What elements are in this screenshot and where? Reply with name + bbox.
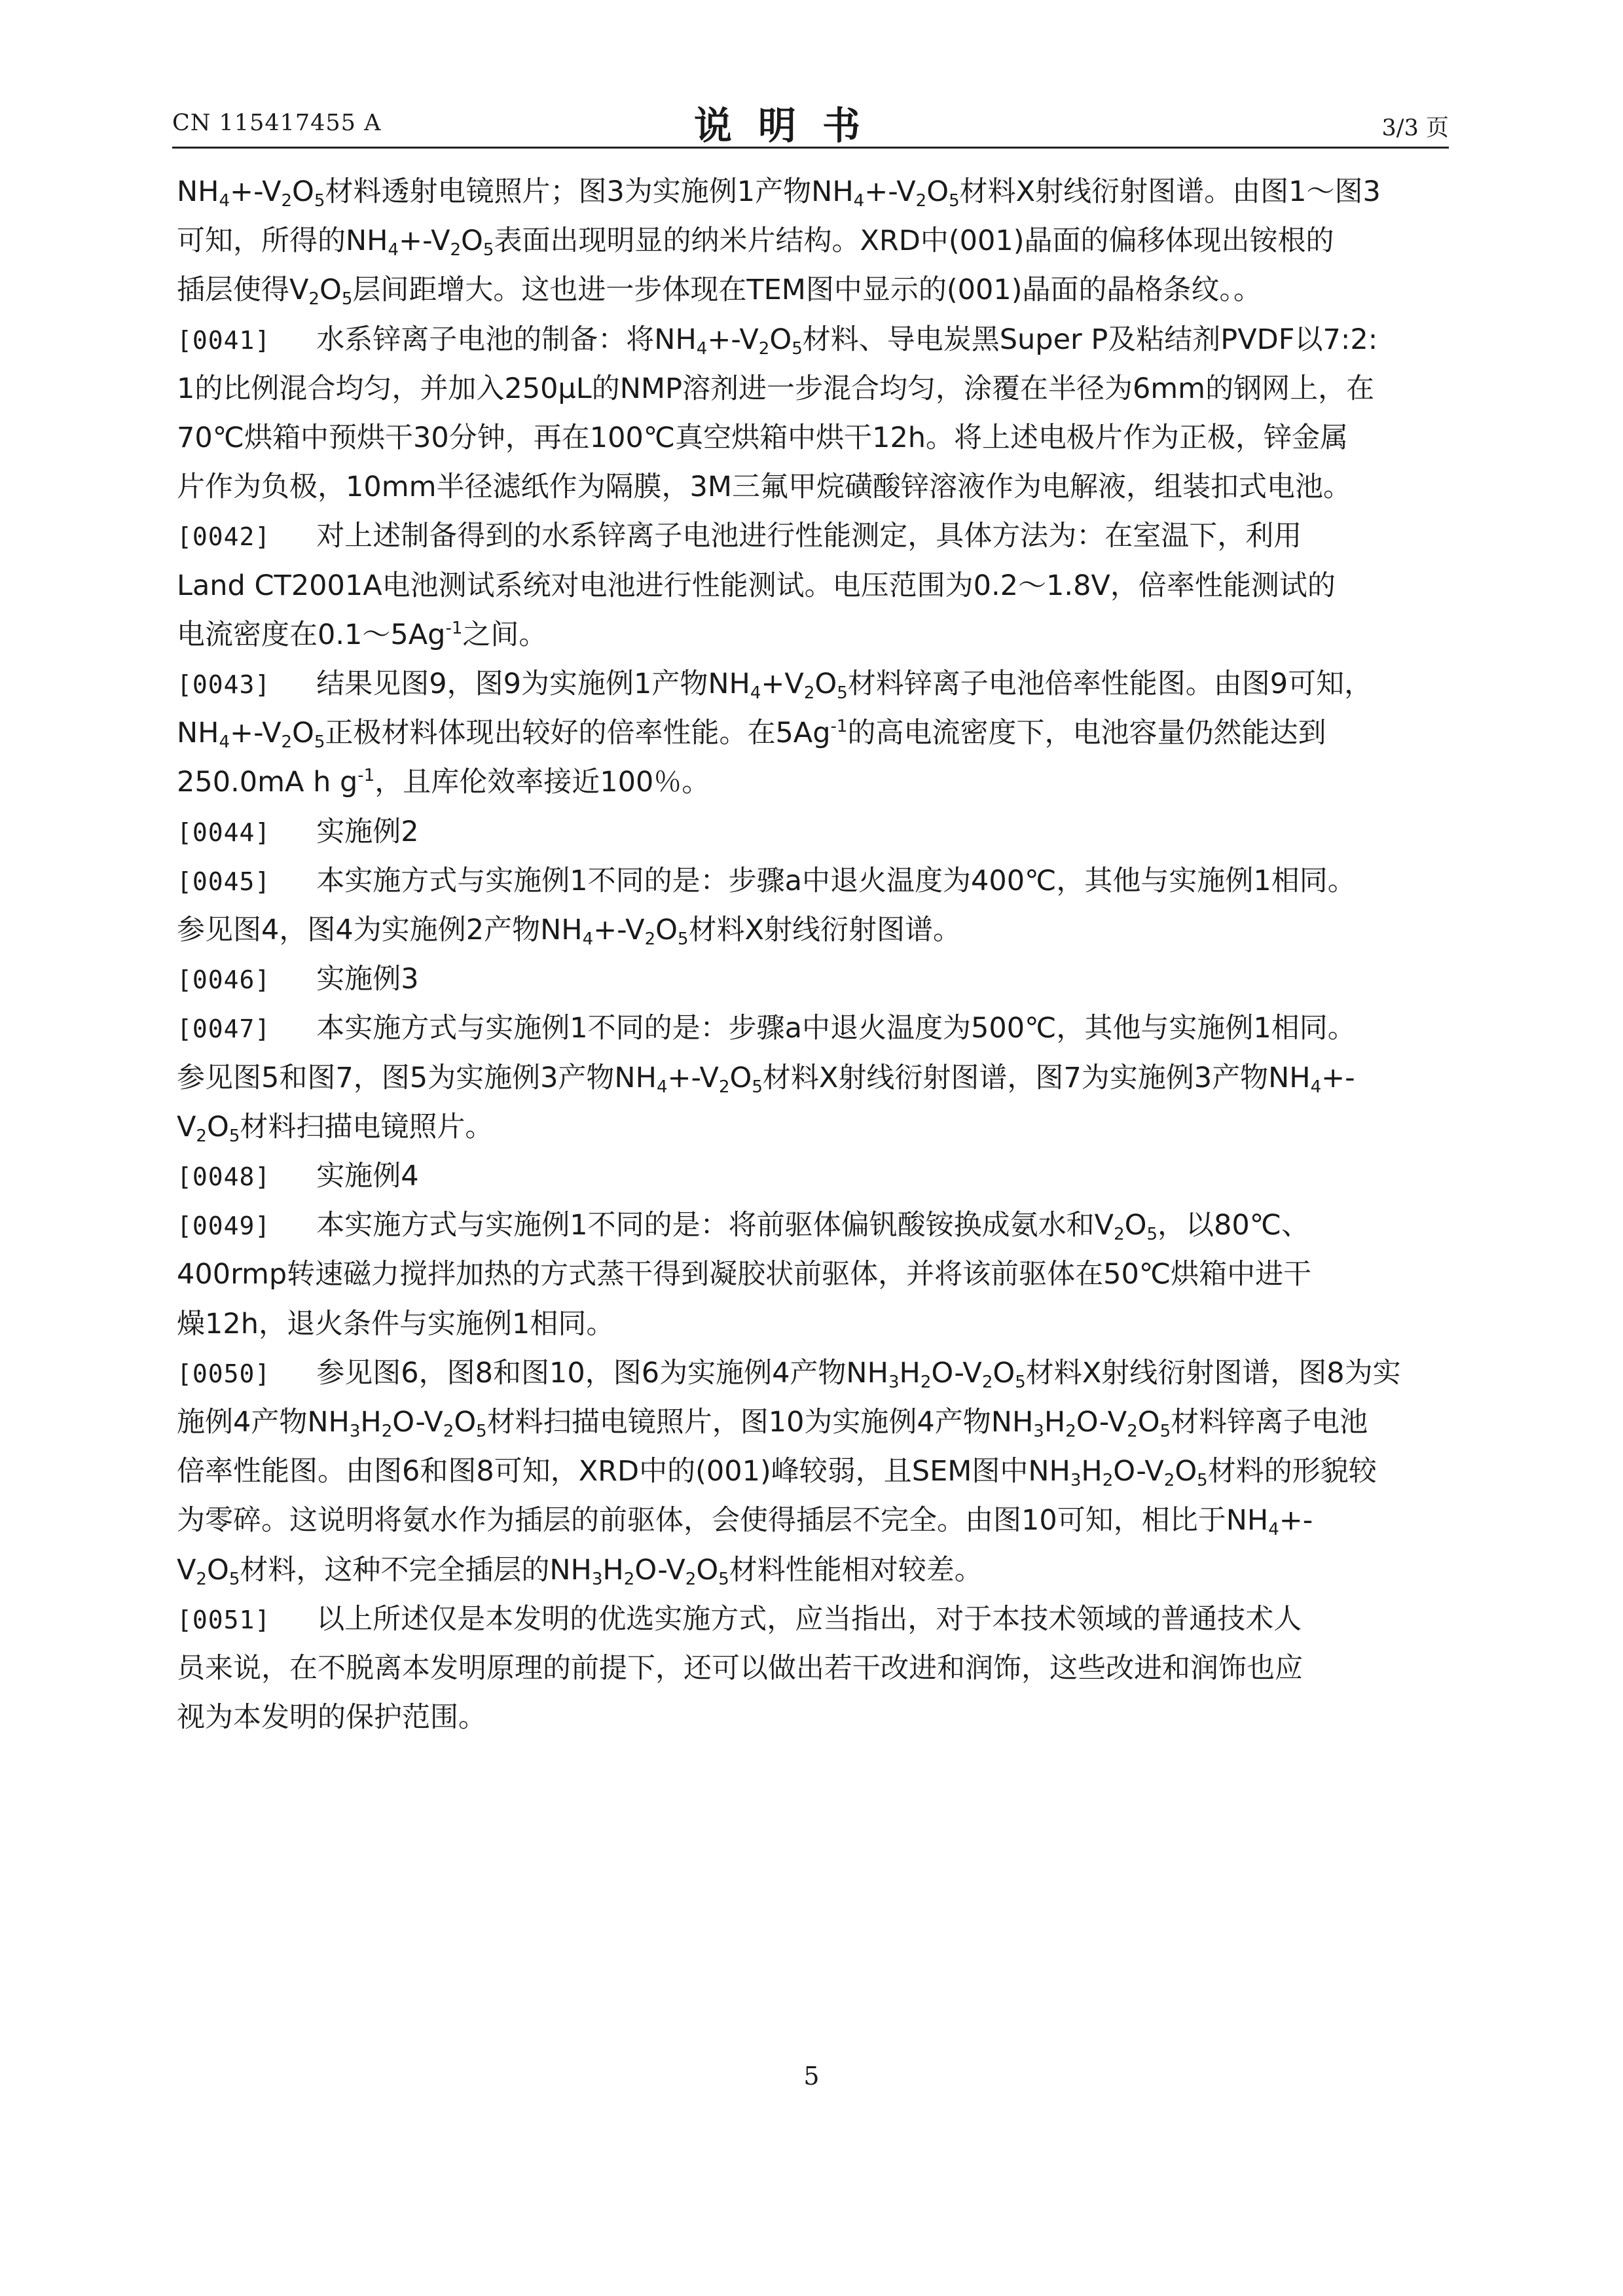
paragraph-number: [0042] <box>177 522 271 552</box>
paragraph-number: [0043] <box>177 670 271 699</box>
paragraph-line <box>177 1399 1368 1445</box>
paragraph-text: 以上所述仅是本发明的优选实施方式，应当指出，对于本技术领域的普通技术人 <box>316 1602 1302 1636</box>
paragraph-text: 水系锌离子电池的制备：将$NH_4+-V_2O_5$材料、导电炭黑Super P及粘结剂PVDF以7:2: <box>316 323 1378 359</box>
paragraph-line <box>177 1645 1303 1691</box>
paragraph-line <box>177 1547 983 1593</box>
paragraph-line <box>177 759 710 805</box>
paragraph-text: 对上述制备得到的水系锌离子电池进行性能测定，具体方法为：在室温下，利用 <box>316 520 1302 553</box>
paragraph-text: 实施例2 <box>316 815 419 848</box>
paragraph-number: [0048] <box>177 1162 271 1191</box>
page-title: 说明书 <box>694 103 887 148</box>
paragraph-text: 250.0mA h $g^{-1}$，且库伦效率接近100％。 <box>177 766 710 799</box>
paragraph-text: 燥12h，退火条件与实施例1相同。 <box>177 1307 615 1340</box>
paragraph-text: 本实施方式与实施例1不同的是：步骤a中退火温度为400℃，其他与实施例1相同。 <box>316 864 1356 897</box>
paragraph-number: [0049] <box>177 1211 271 1241</box>
paragraph-text: 参见图5和图7，图5为实施例3产物$NH_4+-V_2O_5$材料X射线衍射图谱，图7为实施例3产物$NH_4+-$ <box>177 1061 1355 1097</box>
paragraph-line <box>177 464 1351 510</box>
paragraph-line <box>177 169 1381 215</box>
paragraph-line <box>177 317 1377 363</box>
paragraph-text: 400rmp转速磁力搅拌加热的方式蒸干得到凝胶状前驱体，并将该前驱体在50℃烘箱中进干 <box>177 1258 1312 1291</box>
paragraph-text: 倍率性能图。由图6和图8可知，XRD中的(001)峰较弱，且SEM图中$NH_3H_2O-V_2O_5$材料的形貌较 <box>177 1455 1377 1491</box>
paragraph-text: $NH_4+-V_2O_5$材料透射电镜照片；图3为实施例1产物$NH_4+-V_2O_5$材料X射线衍射图谱。由图1～图3 <box>177 175 1381 211</box>
paragraph-line <box>177 1153 419 1199</box>
paragraph-number: [0045] <box>177 867 271 896</box>
paragraph-text: 员来说，在不脱离本发明原理的前提下，还可以做出若干改进和润饰，这些改进和润饰也应 <box>177 1652 1303 1685</box>
paragraph-line <box>177 1005 1356 1051</box>
paragraph-text: 可知，所得的$NH_4+-V_2O_5$表面出现明显的纳米片结构。XRD中(001)晶面的偏移体现出铵根的 <box>177 224 1334 260</box>
patent-number: CN 115417455 A <box>172 110 382 136</box>
paragraph-line <box>177 1695 486 1740</box>
paragraph-line <box>177 1055 1355 1101</box>
paragraph-text: 结果见图9，图9为实施例1产物$NH_4+V_2O_5$材料锌离子电池倍率性能图。由图9可知， <box>316 668 1373 703</box>
paragraph-text: 实施例4 <box>316 1160 419 1193</box>
paragraph-text: $V_2O_5$材料，这种不完全插层的$NH_3H_2O-V_2O_5$材料性能相对较差。 <box>177 1553 983 1589</box>
paragraph-text: 插层使得$V_2O_5$层间距增大。这也进一步体现在TEM图中显示的(001)晶面的晶格条纹。。 <box>177 274 1262 310</box>
paragraph-line <box>177 513 1302 559</box>
paragraph-text: 本实施方式与实施例1不同的是：步骤a中退火温度为500℃，其他与实施例1相同。 <box>316 1012 1356 1045</box>
paragraph-text: 1的比例混合均匀，并加入250μL的NMP溶剂进一步混合均匀，涂覆在半径为6mm的钢网上，在 <box>177 372 1375 405</box>
paragraph-line <box>177 1301 614 1347</box>
paragraph-number: [0044] <box>177 817 271 847</box>
paragraph-text: 参见图6，图8和图10，图6为实施例4产物$NH_3H_2O-V_2O_5$材料X射线衍射图谱，图8为实 <box>316 1356 1401 1392</box>
paragraph-line <box>177 1448 1377 1494</box>
paragraph-text: 为零碎。这说明将氨水作为插层的前驱体，会使得插层不完全。由图10可知，相比于$NH_4+-$ <box>177 1504 1313 1540</box>
paragraph-text: 参见图4，图4为实施例2产物$NH_4+-V_2O_5$材料X射线衍射图谱。 <box>177 914 961 949</box>
page-indicator: 3/3 页 <box>1381 115 1449 141</box>
paragraph-line <box>177 415 1348 461</box>
paragraph-line <box>177 907 961 953</box>
paragraph-text: $NH_4+-V_2O_5$正极材料体现出较好的倍率性能。在$5Ag^{-1}$的高电流密度下，电池容量仍然能达到 <box>177 717 1326 753</box>
paragraph-line <box>177 267 1262 313</box>
paragraph-text: 电流密度在$0.1\sim 5Ag^{-1}$之间。 <box>177 618 547 651</box>
paragraph-text: 70℃烘箱中预烘干30分钟，再在100℃真空烘箱中烘干12h。将上述电极片作为正极，锌金属 <box>177 422 1349 454</box>
paragraph-line <box>177 1202 1309 1248</box>
paragraph-text: 本实施方式与实施例1不同的是：将前驱体偏钒酸铵换成氨水和$V_2O_5$，以80℃、 <box>316 1209 1310 1245</box>
paragraph-line <box>177 612 547 658</box>
paragraph-line <box>177 1498 1313 1543</box>
header-rule <box>172 147 1449 149</box>
paragraph-line <box>177 710 1326 756</box>
paragraph-line <box>177 1350 1401 1396</box>
paragraph-number: [0051] <box>177 1605 271 1634</box>
paragraph-number: [0050] <box>177 1359 271 1388</box>
paragraph-line <box>177 809 419 855</box>
paragraph-text: 视为本发明的保护范围。 <box>177 1701 486 1734</box>
paragraph-text: Land CT2001A电池测试系统对电池进行性能测试。电压范围为0.2～1.8V，倍率性能测试的 <box>177 569 1336 602</box>
paragraph-line <box>177 218 1334 264</box>
paragraph-number: [0046] <box>177 965 271 995</box>
paragraph-number: [0047] <box>177 1014 271 1044</box>
paragraph-text: 片作为负极，10mm半径滤纸作为隔膜，3M三氟甲烷磺酸锌溶液作为电解液，组装扣式电池。 <box>177 471 1351 504</box>
paragraph-line <box>177 956 419 1002</box>
paragraph-line <box>177 858 1356 904</box>
paragraph-text: 实施例3 <box>316 963 419 996</box>
paragraph-line <box>177 1596 1302 1642</box>
paragraph-number: [0041] <box>177 325 271 355</box>
paragraph-line <box>177 1251 1311 1297</box>
paragraph-line <box>177 661 1372 707</box>
paragraph-text: 施例4产物$NH_3H_2O-V_2O_5$材料扫描电镜照片，图10为实施例4产物$NH_3H_2O-V_2O_5$材料锌离子电池 <box>177 1406 1368 1441</box>
paragraph-line <box>177 563 1336 609</box>
paragraph-text: $V_2O_5$材料扫描电镜照片。 <box>177 1110 494 1146</box>
paragraph-line <box>177 366 1374 412</box>
page-number: 5 <box>803 2062 820 2090</box>
paragraph-line <box>177 1104 493 1150</box>
